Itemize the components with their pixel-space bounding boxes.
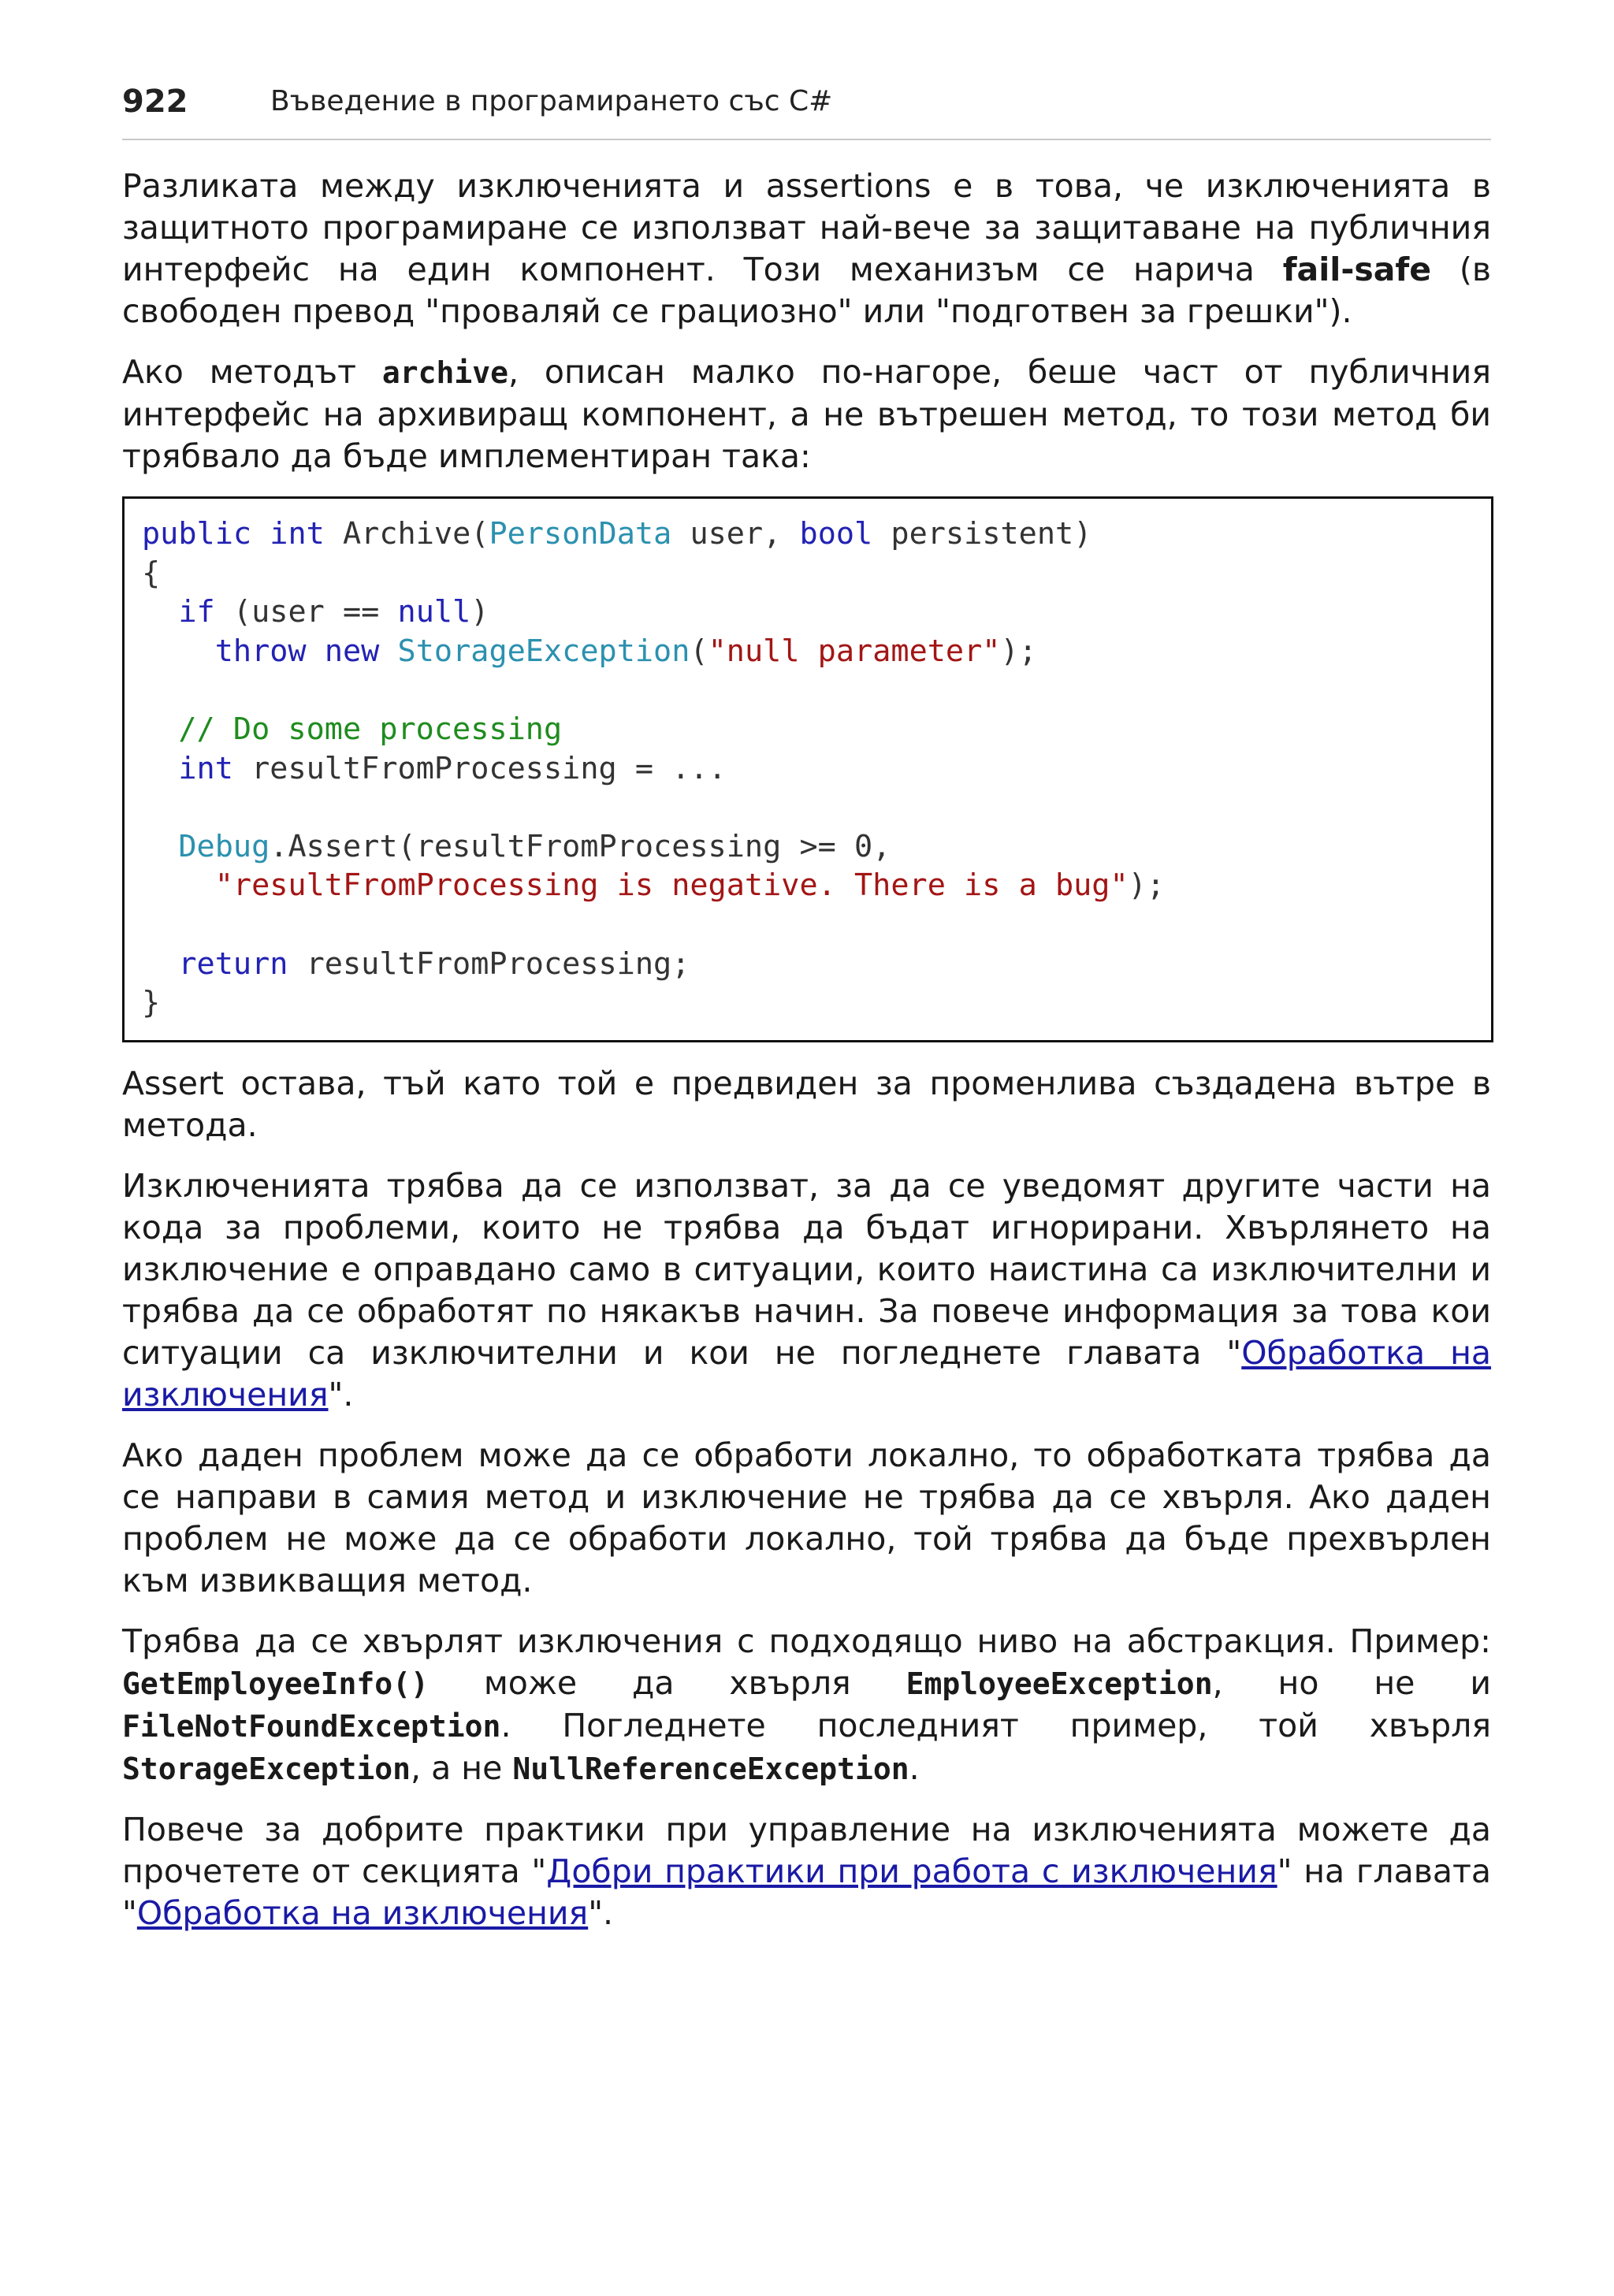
code-keyword: bool [799,516,873,552]
code-block: public int Archive(PersonData user, bool persistent) { if (user == null) throw new StorageException("null parameter"); // Do some processing int resultFromProcessing = ... Debug.Assert(resultFromProcessing >= 0, "resultFromProcessing is negative. There is a bug"); return resultFromProcessing; } [142,516,1166,1021]
link-exception-handling-chapter[interactable]: Обработка на изключения [136,1893,589,1932]
code-comment: // Do some processing [178,711,563,747]
paragraph-assertions-vs-exceptions [122,165,1491,333]
page-content [122,165,1491,1953]
code-keyword: public [142,516,252,552]
code-keyword: if [178,594,215,630]
code-type: StorageException [397,633,690,669]
code-keyword: null [397,594,471,630]
paragraph-archive-intro [122,351,1491,477]
paragraph-text: Разликата между изключенията и assertions е в това, че изключенията в защитното програмиране се използват най-вече за защитаване на публичния интерфейс на един компонент. Този механизъм се нарича [122,167,1491,288]
paragraph-text: . [909,1748,920,1787]
paragraph-text: Ако методът [122,353,382,391]
paragraph-assert-remains: Assert остава, тъй като той е предвиден за променлива създадена вътре в метода. [122,1064,1491,1144]
link-exception-handling-chapter[interactable]: Обработка на изключения [122,1333,1492,1414]
inline-code: EmployeeException [906,1666,1213,1701]
paragraph-text: . Погледнете последният пример, той хвърля [500,1706,1491,1744]
code-text: (user == [232,594,398,630]
code-keyword: return [178,946,288,982]
code-method-name: Archive [343,516,471,552]
paragraph-text: " на главата " [122,1852,1491,1932]
code-brace: } [142,985,161,1021]
paragraph-text: , описан малко по-нагоре, беше част от публичния интерфейс на архивиращ компонент, а не вътрешен метод, то този метод би трябвало да бъде имплементиран така: [122,353,1491,475]
paragraph-text: (в свободен превод "проваляй се грациозно" или "подготвен за грешки"). [122,251,1491,330]
code-listing [122,496,1493,1042]
code-type: Debug [178,828,270,864]
paragraph-best-practices [122,1809,1491,1934]
paragraph-text: Повече за добрите практики при управление на изключенията можете да прочетете от секцията " [122,1810,1491,1890]
paragraph-text: ". [328,1375,354,1414]
paragraph-text: ". [588,1893,614,1932]
paragraph-text: може да хвърля [428,1663,906,1702]
inline-code: GetEmployeeInfo() [122,1666,429,1701]
page-number: 922 [122,84,188,120]
term-fail-safe: fail-safe [1282,251,1432,288]
code-text: resultFromProcessing; [306,946,690,982]
paragraph-text: , но не и [1212,1663,1491,1702]
code-keyword: int [270,516,325,552]
paragraph-text: Трябва да се хвърлят изключения с подходящо ниво на абстракция. Пример: [122,1622,1491,1660]
paragraph-text: , а не [411,1748,513,1787]
running-title: Въведение в програмирането със C# [270,85,833,117]
inline-code-archive: archive [381,355,509,390]
code-keyword: new [324,633,380,669]
inline-code: StorageException [122,1751,411,1786]
code-text: .Assert(resultFromProcessing >= 0, [270,828,891,864]
code-type: PersonData [489,516,672,552]
code-brace: { [142,555,161,591]
code-text: resultFromProcessing = ... [251,750,727,786]
paragraph-abstraction-level [122,1621,1491,1790]
paragraph-text: Изключенията трябва да се използват, за да се уведомят другите части на кода за проблеми, които не трябва да бъдат игнорирани. Хвърлянето на изключение е оправдано само в ситуации, които наистина са изключителни и трябва да се обработят по някакъв начин. За повече информация за това кои ситуации са изключителни и кои не погледнете главата " [122,1166,1491,1372]
link-best-practices-section[interactable]: Добри практики при работа с изключения [546,1852,1277,1890]
code-string: "null parameter" [708,633,1001,669]
inline-code: NullReferenceException [512,1751,909,1786]
code-param: user [690,516,764,552]
code-string: "resultFromProcessing is negative. There is a bug" [214,868,1129,904]
code-keyword: int [178,750,233,786]
paragraph-local-handling: Ако даден проблем може да се обработи локално, то обработката трябва да се направи в самия метод и изключение не трябва да се хвърля. Ако даден проблем не може да се обработи локално, той трябва да бъде прехвърлен към извикващия метод. [122,1436,1491,1599]
page-header [122,79,1491,140]
code-param: persistent [891,516,1074,552]
paragraph-exceptions-usage [122,1165,1491,1416]
inline-code: FileNotFoundException [122,1708,501,1744]
code-keyword: throw [214,633,307,669]
